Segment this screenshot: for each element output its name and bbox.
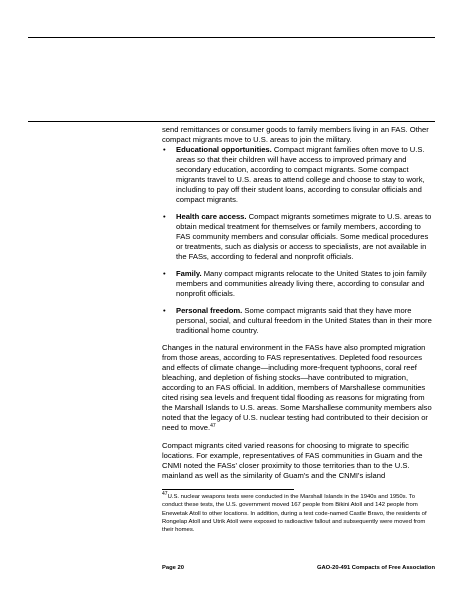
body-text bbox=[162, 125, 435, 534]
bullet-icon: • bbox=[163, 306, 166, 315]
bullet-text: Compact migrant families often move to U.S. areas so that their children will have access to improved primary and secondary education, according to compact migrants. Some compact migrants travel to U.S. areas to attend college and choose to stay to work, including to pay off their student loans, according to consular officials and compact migrants. bbox=[176, 145, 425, 204]
bullet-title: Educational opportunities. bbox=[176, 145, 272, 154]
footnote-number: 47 bbox=[162, 491, 168, 497]
header-rule bbox=[28, 37, 435, 38]
reasons-list bbox=[162, 145, 435, 336]
continuation-text: send remittances or consumer goods to family members living in an FAS. Other compact migrants move to U.S. areas to join the military. bbox=[162, 125, 429, 144]
page-footer bbox=[162, 565, 435, 571]
bullet-icon: • bbox=[163, 269, 166, 278]
list-item bbox=[162, 269, 435, 299]
bullet-text: Many compact migrants relocate to the United States to join family members and communities already living there, according to consular and nonprofit officials. bbox=[176, 269, 427, 298]
report-title: GAO-20-491 Compacts of Free Association bbox=[316, 565, 435, 571]
list-item bbox=[162, 212, 435, 262]
paragraph-text: Changes in the natural environment in the FASs have also prompted migration from those areas, according to FAS representatives. Depleted food resources and effects of climate change—including more-frequent typhoons, coral reef bleaching, and depletion of fishing stocks—have contributed to migration, according to an FAS official. In addition, members of Marshallese communities cited rising sea levels and frequent tidal flooding as reasons for migrating from the Marshall Islands to U.S. areas. Some Marshallese community members also noted that the legacy of U.S. nuclear testing had contributed to their decision or need to move. bbox=[162, 343, 432, 432]
footnote-rule bbox=[162, 489, 294, 490]
bullet-text: Some compact migrants said that they have more personal, social, and cultural freedom in the United States than in their more traditional home country. bbox=[176, 306, 432, 335]
footnote-text: U.S. nuclear weapons tests were conducted in the Marshall Islands in the 1940s and 1950s. To conduct these tests, the U.S. government moved 167 people from Bikini Atoll and 142 people from Enewetak Atoll to other locations. In addition, during a test code-named Castle Bravo, the residents of Rongelap Atoll and Utrik Atoll were exposed to radioactive fallout and subsequently were moved from their homes. bbox=[162, 494, 427, 534]
section-rule bbox=[28, 121, 435, 122]
locations-paragraph: Compact migrants cited varied reasons for choosing to migrate to specific locations. For example, representatives of FAS communities in Guam and the CNMI noted the FASs' closer proximity to those territories than to the U.S. mainland as well as the similarity of Guam's and the CNMI's island bbox=[162, 441, 423, 480]
list-item bbox=[162, 145, 435, 205]
bullet-icon: • bbox=[163, 145, 166, 154]
bullet-icon: • bbox=[163, 212, 166, 221]
environment-paragraph bbox=[162, 343, 435, 433]
bullet-title: Personal freedom. bbox=[176, 306, 243, 315]
bullet-title: Health care access. bbox=[176, 212, 247, 221]
footnote bbox=[162, 493, 435, 534]
bullet-text: Compact migrants sometimes migrate to U.S. areas to obtain medical treatment for themselves or family members, according to FAS community members and consular officials. Some medical procedures or treatments, such as dialysis or access to specialists, are not available in the FASs, according to federal and nonprofit officials. bbox=[176, 212, 432, 261]
page-number: Page 20 bbox=[162, 565, 184, 571]
footnote-ref[interactable]: 47 bbox=[210, 423, 216, 429]
bullet-title: Family. bbox=[176, 269, 202, 278]
list-item bbox=[162, 306, 435, 336]
